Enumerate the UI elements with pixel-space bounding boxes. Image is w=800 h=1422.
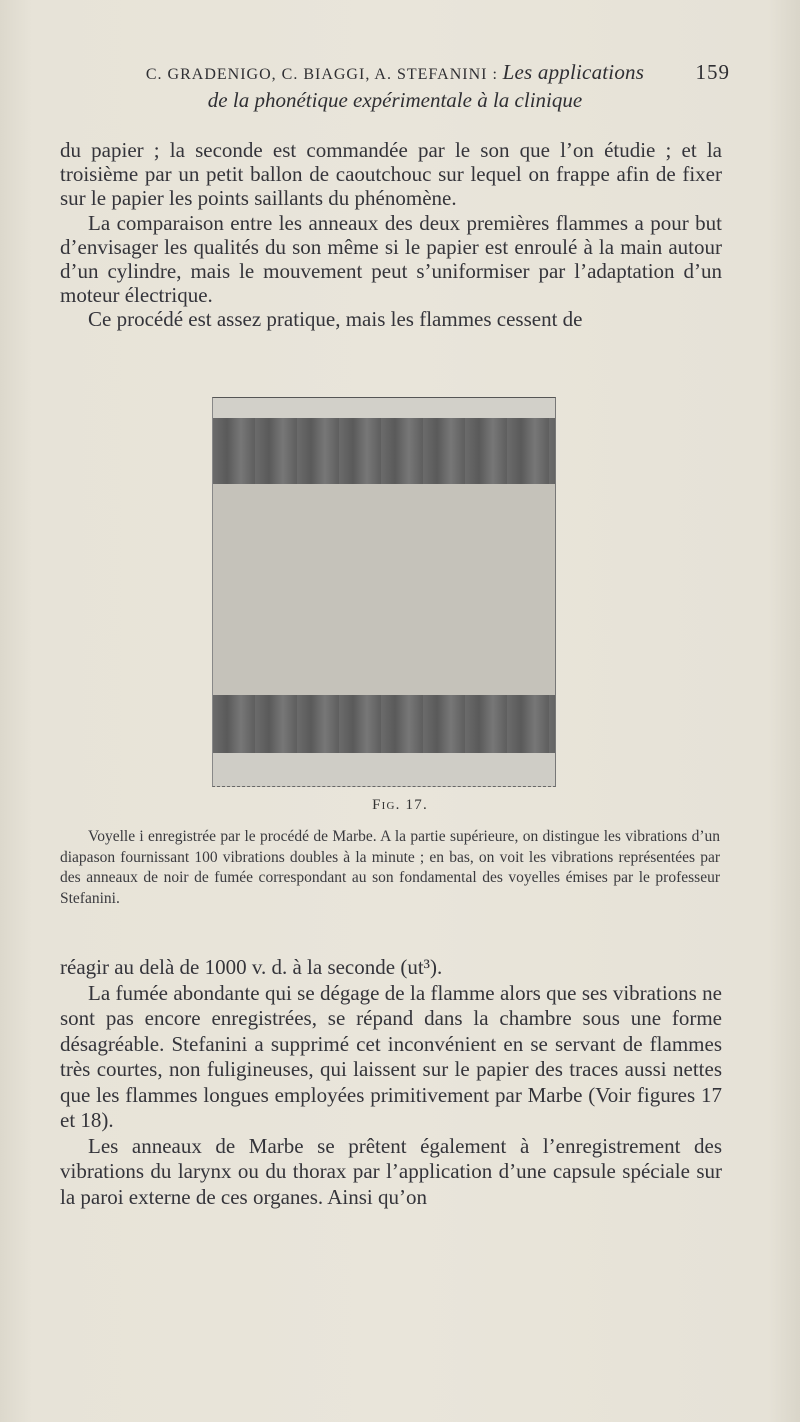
- figure-caption: [60, 827, 720, 909]
- diapason-vibration-band: [213, 418, 555, 484]
- header-authors: C. GRADENIGO, C. BIAGGI, A. STEFANINI :: [145, 66, 498, 83]
- paragraph-anneaux: Les anneaux de Marbe se prêtent également à l’enregistrement des vibrations du larynx ou du thorax par l’application d’une capsule spéciale sur la paroi externe de ces organes. Ainsi qu’on: [60, 1133, 722, 1209]
- page-number: 159: [695, 60, 730, 84]
- paragraph-reagir: réagir au delà de 1000 v. d. à la seconde (ut³).: [60, 955, 443, 979]
- figure-top-strip: [213, 398, 555, 418]
- body-text-top: [60, 138, 722, 332]
- figure-caption-text: Voyelle i enregistrée par le procédé de Marbe. A la partie supérieure, on distingue les vibrations d’un diapason fournissant 100 vibrations doubles à la minute ; en bas, on voit les vibrations représentées par des anneaux de noir de fumée correspondant au son fondamental des voyelles émises par le professeur Stefanini.: [60, 828, 720, 907]
- figure-17-image: [212, 397, 556, 787]
- paragraph-fumee: La fumée abondante qui se dégage de la flamme alors que ses vibrations ne sont pas encore enregistrées, se répand dans la chambre sous une forme désagréable. Stefanini a supprimé cet inconvénient en se servant de flammes très courtes, non fuligineuses, qui laissent sur le papier des traces aussi nettes que les flammes longues employées primitivement par Marbe (Voir figures 17 et 18).: [60, 980, 722, 1132]
- paragraph-procede: Ce procédé est assez pratique, mais les flammes cessent de: [88, 307, 583, 332]
- header-line-1: [60, 60, 730, 86]
- figure-bottom-strip: [213, 753, 555, 786]
- body-text-bottom: [60, 955, 722, 1210]
- smoke-ring-vibration-band: [213, 695, 555, 753]
- paragraph-continuation: du papier ; la seconde est commandée par le son que l’on étudie ; et la troisième par un petit ballon de caoutchouc sur lequel on frappe afin de fixer sur le papier les points saillants du phénomène.: [60, 138, 722, 211]
- figure-label: Fig. 17.: [372, 797, 428, 813]
- header-title-part2: de la phonétique expérimentale à la clinique: [207, 88, 583, 112]
- figure-blank-area: [213, 484, 555, 695]
- paragraph-comparison: La comparaison entre les anneaux des deux premières flammes a pour but d’envisager les qualités du son même si le papier est enroulé à la main autour d’un cylindre, mais le mouvement peut s’uniformiser par l’adaptation d’un moteur électrique.: [60, 210, 722, 308]
- running-header: [60, 60, 730, 113]
- header-title-part1: Les applications: [502, 60, 645, 84]
